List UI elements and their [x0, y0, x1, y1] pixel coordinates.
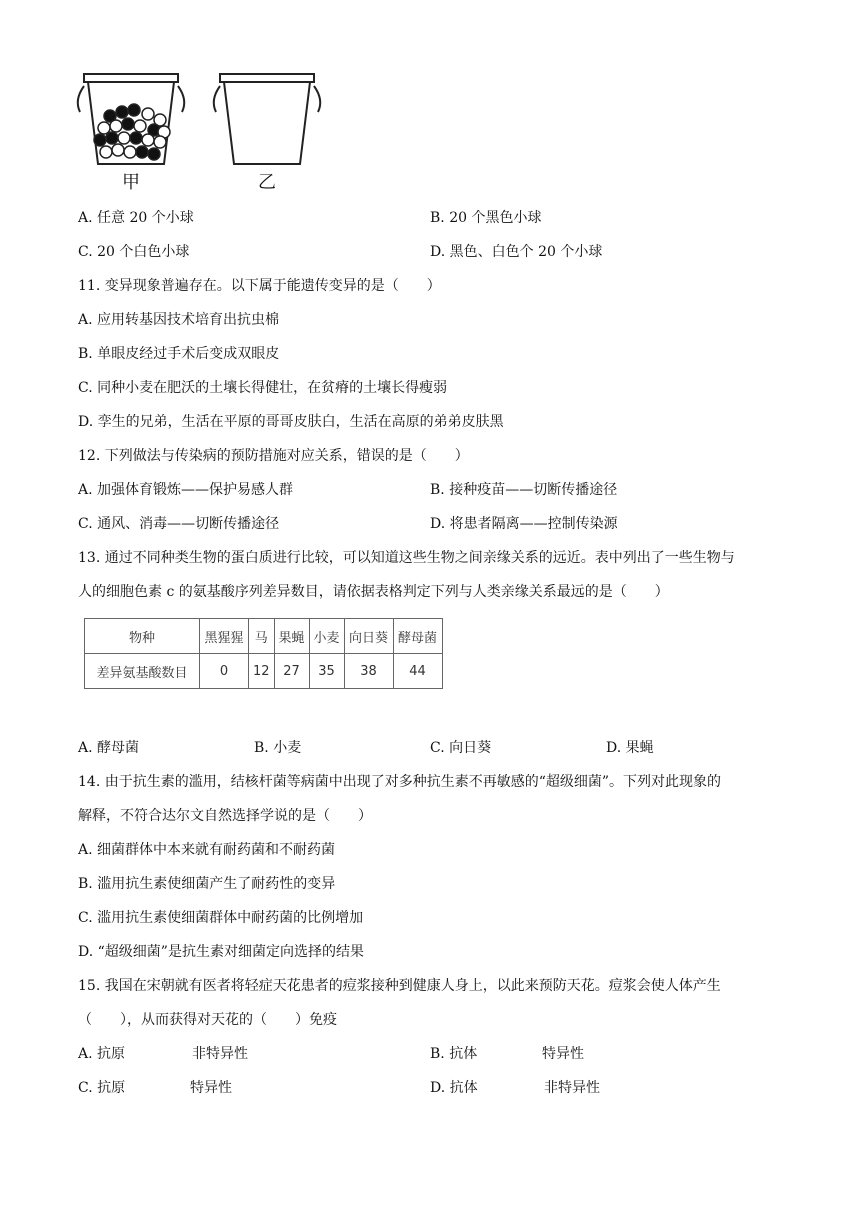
q11-option-b: B. 单眼皮经过手术后变成双眼皮	[78, 346, 280, 362]
table-cell: 38	[344, 654, 393, 689]
q10-option-a: A. 任意 20 个小球	[78, 210, 194, 226]
q14-option-b: B. 滥用抗生素使细菌产生了耐药性的变异	[78, 876, 336, 892]
table-cell: 向日葵	[344, 619, 393, 654]
q11-stem: 11. 变异现象普遍存在。以下属于能遗传变异的是（ ）	[78, 278, 441, 294]
amino-acid-table	[84, 618, 443, 689]
q12-option-d: D. 将患者隔离——控制传染源	[430, 516, 618, 532]
q12-option-b: B. 接种疫苗——切断传播途径	[430, 482, 618, 498]
table-header-species: 物种	[85, 619, 200, 654]
q15-option-a	[78, 1044, 248, 1064]
q11-option-c: C. 同种小麦在肥沃的土壤长得健壮，在贫瘠的土壤长得瘦弱	[78, 380, 448, 396]
q13-option-b: B. 小麦	[254, 740, 302, 756]
q15-option-a-letter: A. 抗原	[78, 1046, 126, 1062]
q15-option-a-term: 非特异性	[192, 1046, 248, 1062]
table-cell: 27	[274, 654, 309, 689]
q13-stem-line1: 13. 通过不同种类生物的蛋白质进行比较，可以知道这些生物之间亲缘关系的远近。表中列出了一些生物与	[78, 550, 735, 566]
q11-option-d: D. 孪生的兄弟，生活在平原的哥哥皮肤白，生活在高原的弟弟皮肤黑	[78, 414, 504, 430]
q15-option-b-letter: B. 抗体	[430, 1046, 478, 1062]
label-jia: 甲	[122, 172, 140, 193]
q12-option-c: C. 通风、消毒——切断传播途径	[78, 516, 280, 532]
buckets-illustration	[70, 70, 340, 195]
balls	[94, 104, 170, 160]
q10-option-d: D. 黑色、白色个 20 个小球	[430, 244, 603, 260]
q15-option-c	[78, 1078, 232, 1098]
label-yi: 乙	[258, 172, 276, 193]
table-cell: 小麦	[309, 619, 344, 654]
bucket-figure	[70, 70, 340, 199]
bucket-yi	[214, 74, 321, 164]
q13-stem-line2: 人的细胞色素 c 的氨基酸序列差异数目，请依据表格判定下列与人类亲缘关系最远的是（ ）	[78, 584, 669, 600]
q15-option-c-letter: C. 抗原	[78, 1080, 126, 1096]
q14-option-d: D. “超级细菌”是抗生素对细菌定向选择的结果	[78, 944, 364, 960]
q10-option-c: C. 20 个白色小球	[78, 244, 190, 260]
q14-stem-line2: 解释，不符合达尔文自然选择学说的是（ ）	[78, 808, 372, 824]
q15-stem-line2: （ ），从而获得对天花的（ ）免疫	[78, 1012, 337, 1028]
table-cell: 12	[249, 654, 275, 689]
q15-option-b-term: 特异性	[542, 1046, 584, 1062]
table-cell: 黑猩猩	[200, 619, 249, 654]
table-cell: 马	[249, 619, 275, 654]
table-cell: 果蝇	[274, 619, 309, 654]
table-cell: 44	[393, 654, 442, 689]
table-row	[85, 619, 443, 654]
q14-option-c: C. 滥用抗生素使细菌群体中耐药菌的比例增加	[78, 910, 364, 926]
table-cell: 酵母菌	[393, 619, 442, 654]
q15-option-b	[430, 1044, 584, 1064]
table-cell: 0	[200, 654, 249, 689]
q12-stem: 12. 下列做法与传染病的预防措施对应关系，错误的是（ ）	[78, 448, 469, 464]
q11-option-a: A. 应用转基因技术培育出抗虫棉	[78, 312, 280, 328]
q15-option-d	[430, 1078, 600, 1098]
q15-option-d-term: 非特异性	[544, 1080, 600, 1096]
q14-option-a: A. 细菌群体中本来就有耐药菌和不耐药菌	[78, 842, 336, 858]
q12-option-a: A. 加强体育锻炼——保护易感人群	[78, 482, 294, 498]
q13-option-a: A. 酵母菌	[78, 740, 140, 756]
q15-stem-line1: 15. 我国在宋朝就有医者将轻症天花患者的痘浆接种到健康人身上，以此来预防天花。痘浆会使人体产生	[78, 978, 721, 994]
q14-stem-line1: 14. 由于抗生素的滥用，结核杆菌等病菌中出现了对多种抗生素不再敏感的“超级细菌”。下列对此现象的	[78, 774, 722, 790]
table-row	[85, 654, 443, 689]
q13-option-d: D. 果蝇	[606, 740, 654, 756]
q13-option-c: C. 向日葵	[430, 740, 492, 756]
q10-option-b: B. 20 个黑色小球	[430, 210, 542, 226]
q15-option-c-term: 特异性	[190, 1080, 232, 1096]
table-header-diff: 差异氨基酸数目	[85, 654, 200, 689]
q15-option-d-letter: D. 抗体	[430, 1080, 478, 1096]
table-cell: 35	[309, 654, 344, 689]
